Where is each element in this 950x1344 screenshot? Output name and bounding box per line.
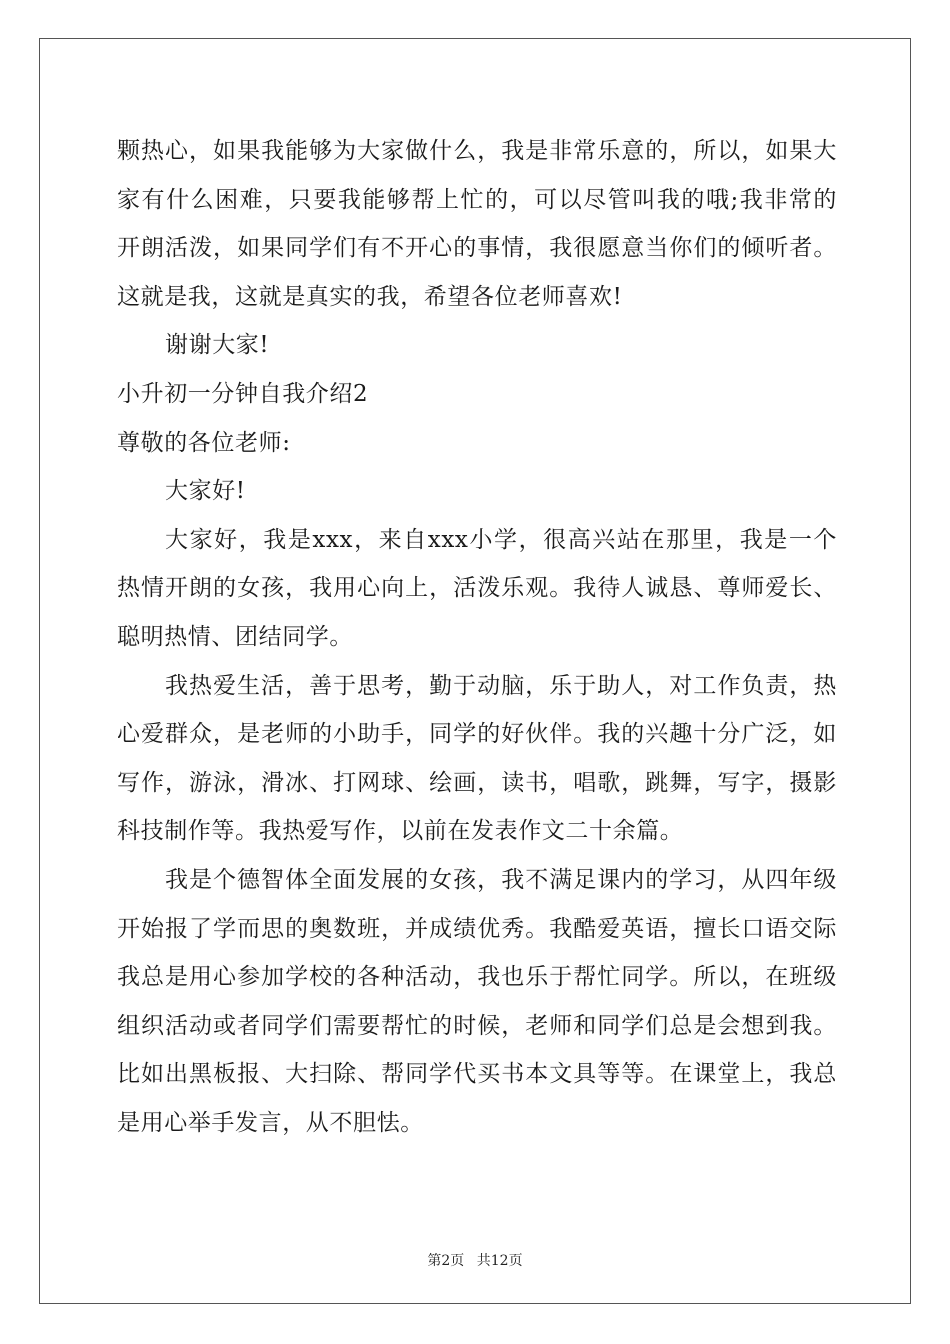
closing-line: 谢谢大家! xyxy=(165,332,270,359)
text-line: 家有什么困难，只要我能够帮上忙的，可以尽管叫我的哦;我非常的 xyxy=(117,186,837,213)
text-line: 这就是我，这就是真实的我，希望各位老师喜欢! xyxy=(117,283,623,310)
salutation: 尊敬的各位老师: xyxy=(117,429,291,456)
text-line: 颗热心，如果我能够为大家做什么，我是非常乐意的，所以，如果大 xyxy=(117,138,837,164)
paragraph-line: 我热爱生活，善于思考，勤于动脑，乐于助人，对工作负责，热 xyxy=(165,672,837,699)
page-total: 共12页 xyxy=(476,1253,523,1269)
paragraph-line: 心爱群众，是老师的小助手，同学的好伙伴。我的兴趣十分广泛，如 xyxy=(117,721,837,748)
paragraph-line: 科技制作等。我热爱写作，以前在发表作文二十余篇。 xyxy=(117,818,684,845)
section-title: 小升初一分钟自我介绍2 xyxy=(117,380,369,407)
paragraph-line: 比如出黑板报、大扫除、帮同学代买书本文具等等。在课堂上，我总 xyxy=(117,1061,837,1088)
paragraph-line: 大家好，我是xxx，来自xxx小学，很高兴站在那里，我是一个 xyxy=(165,526,837,553)
paragraph-line: 写作，游泳，滑冰、打网球、绘画，读书，唱歌，跳舞，写字，摄影 xyxy=(117,769,837,796)
paragraph-line: 聪明热情、团结同学。 xyxy=(117,623,353,650)
paragraph-line: 组织活动或者同学们需要帮忙的时候，老师和同学们总是会想到我。 xyxy=(117,1012,837,1039)
text-line: 开朗活泼，如果同学们有不开心的事情，我很愿意当你们的倾听者。 xyxy=(117,235,837,262)
document-body xyxy=(117,127,837,1147)
paragraph-line: 是用心举手发言，从不胆怯。 xyxy=(117,1109,424,1136)
greeting: 大家好! xyxy=(165,478,246,505)
page-footer xyxy=(0,1250,950,1270)
paragraph-line: 热情开朗的女孩，我用心向上，活泼乐观。我待人诚恳、尊师爱长、 xyxy=(117,575,837,602)
paragraph-line: 开始报了学而思的奥数班，并成绩优秀。我酷爱英语，擅长口语交际 xyxy=(117,915,837,942)
paragraph-line: 我总是用心参加学校的各种活动，我也乐于帮忙同学。所以，在班级 xyxy=(117,964,837,991)
paragraph-line: 我是个德智体全面发展的女孩，我不满足课内的学习，从四年级 xyxy=(165,866,837,893)
page-number: 第2页 xyxy=(427,1253,465,1269)
